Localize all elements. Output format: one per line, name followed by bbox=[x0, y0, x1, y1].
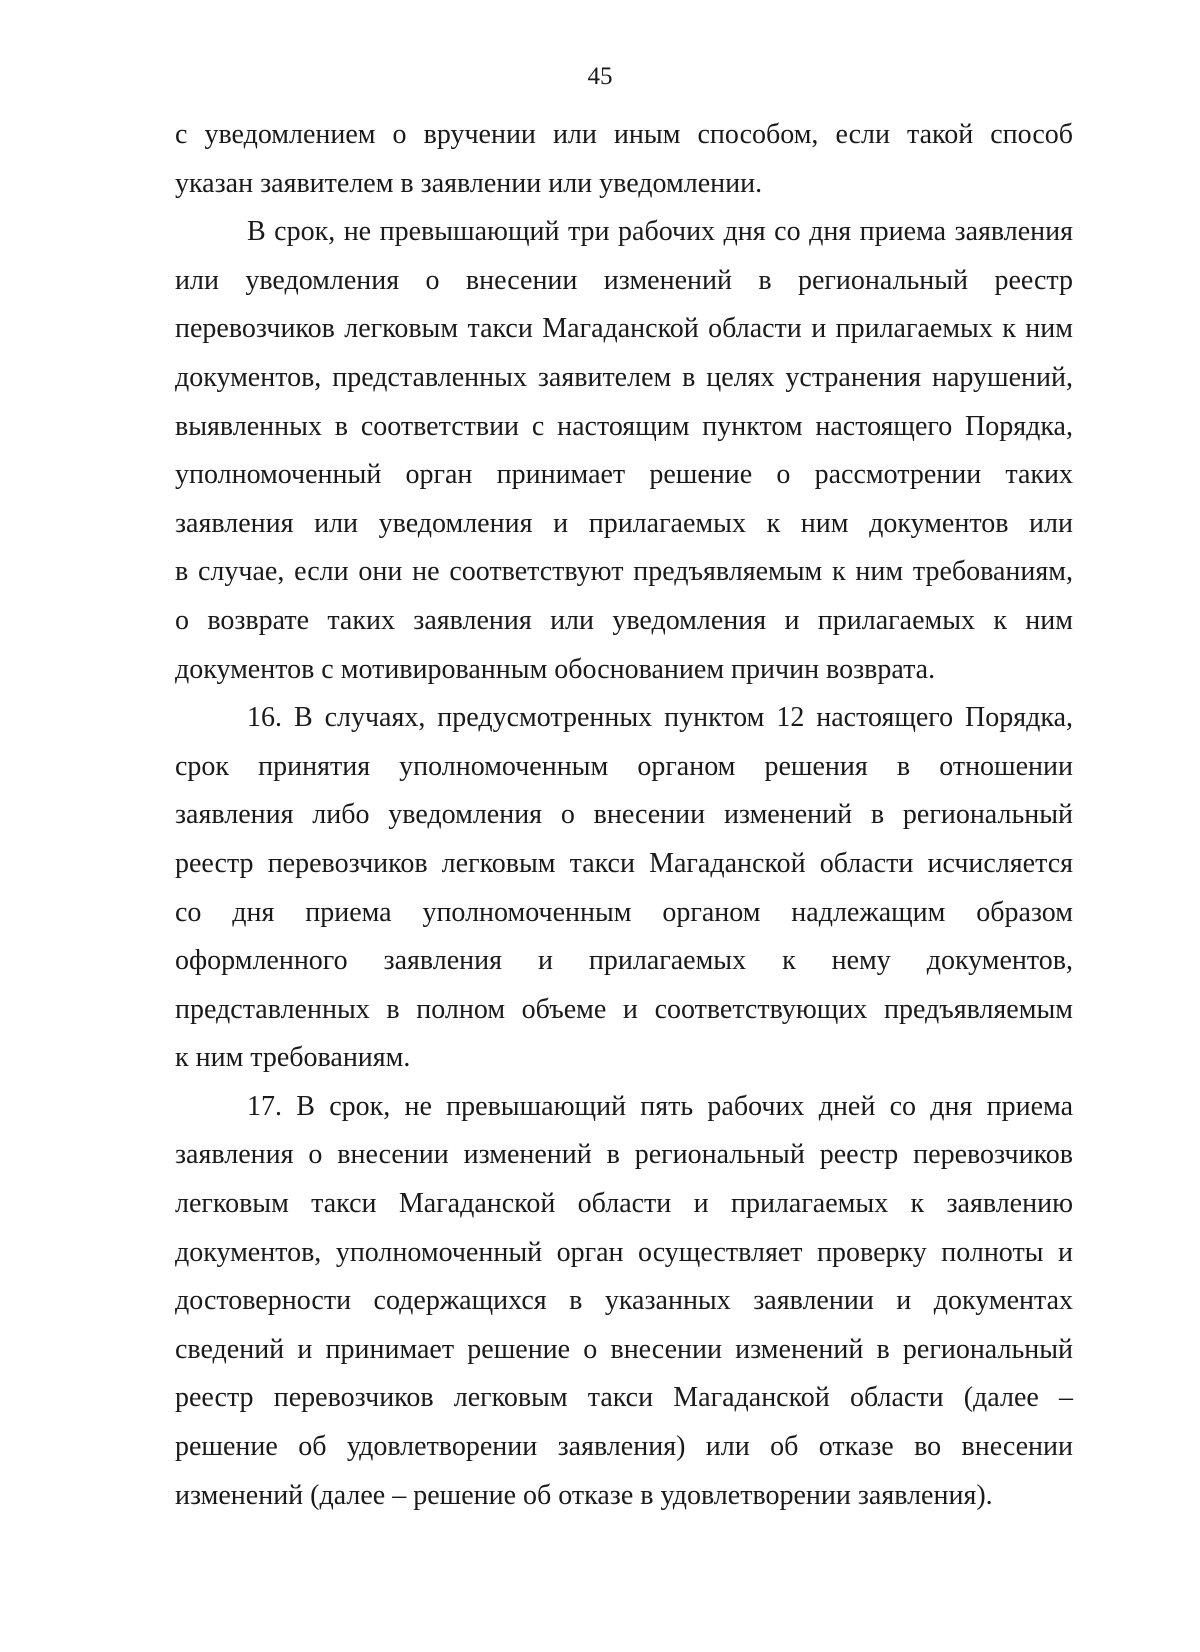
text-line: В срок, не превышающий три рабочих дня со дня приема заявления bbox=[247, 216, 1073, 248]
text-line: в случае, если они не соответствуют предъявляемым к ним требованиям, bbox=[175, 556, 1073, 588]
text-line: уполномоченный орган принимает решение о рассмотрении таких bbox=[175, 459, 1073, 491]
paragraph-review-term bbox=[175, 208, 1073, 694]
text-line: 16. В случаях, предусмотренных пунктом 12 настоящего Порядка, bbox=[247, 702, 1073, 734]
text-line: документов, представленных заявителем в целях устранения нарушений, bbox=[175, 361, 1073, 393]
text-line: оформленного заявления и прилагаемых к нему документов, bbox=[175, 945, 1073, 977]
text-line: представленных в полном объеме и соответствующих предъявляемым bbox=[175, 993, 1073, 1025]
text-line: решение об удовлетворении заявления) или об отказе во внесении bbox=[175, 1431, 1073, 1463]
text-line: перевозчиков легковым такси Магаданской области и прилагаемых к ним bbox=[175, 313, 1073, 345]
text-line: изменений (далее – решение об отказе в удовлетворении заявления). bbox=[175, 1479, 993, 1511]
text-line: достоверности содержащихся в указанных заявлении и документах bbox=[175, 1285, 1073, 1317]
text-line: документов с мотивированным обоснованием причин возврата. bbox=[175, 653, 936, 685]
text-line: со дня приема уполномоченным органом надлежащим образом bbox=[175, 896, 1073, 928]
text-line: легковым такси Магаданской области и прилагаемых к заявлению bbox=[175, 1188, 1073, 1220]
text-line: указан заявителем в заявлении или уведомлении. bbox=[175, 167, 763, 199]
text-line: заявления о внесении изменений в региональный реестр перевозчиков bbox=[175, 1139, 1073, 1171]
page-number: 45 bbox=[587, 63, 613, 90]
paragraph-item-17 bbox=[175, 1083, 1073, 1520]
text-line: сведений и принимает решение о внесении изменений в региональный bbox=[175, 1333, 1073, 1365]
text-line: реестр перевозчиков легковым такси Магаданской области (далее – bbox=[175, 1382, 1073, 1414]
text-line: с уведомлением о вручении или иным способом, если такой способ bbox=[175, 119, 1073, 150]
text-line: реестр перевозчиков легковым такси Магаданской области исчисляется bbox=[175, 847, 1073, 879]
text-line: заявления либо уведомления о внесении изменений в региональный bbox=[175, 799, 1073, 831]
document-body bbox=[175, 111, 1073, 1520]
text-line: заявления или уведомления и прилагаемых к ним документов или bbox=[175, 507, 1073, 539]
text-line: документов, уполномоченный орган осуществляет проверку полноты и bbox=[175, 1236, 1073, 1268]
text-line: 17. В срок, не превышающий пять рабочих дней со дня приема bbox=[247, 1090, 1073, 1122]
text-line: к ним требованиям. bbox=[175, 1042, 411, 1074]
text-line: срок принятия уполномоченным органом решения в отношении bbox=[175, 750, 1073, 782]
paragraph-item-16 bbox=[175, 694, 1073, 1083]
paragraph-continuation bbox=[175, 111, 1073, 208]
text-line: о возврате таких заявления или уведомления и прилагаемых к ним bbox=[175, 604, 1073, 636]
text-line: или уведомления о внесении изменений в региональный реестр bbox=[175, 264, 1073, 296]
text-line: выявленных в соответствии с настоящим пунктом настоящего Порядка, bbox=[175, 410, 1073, 442]
